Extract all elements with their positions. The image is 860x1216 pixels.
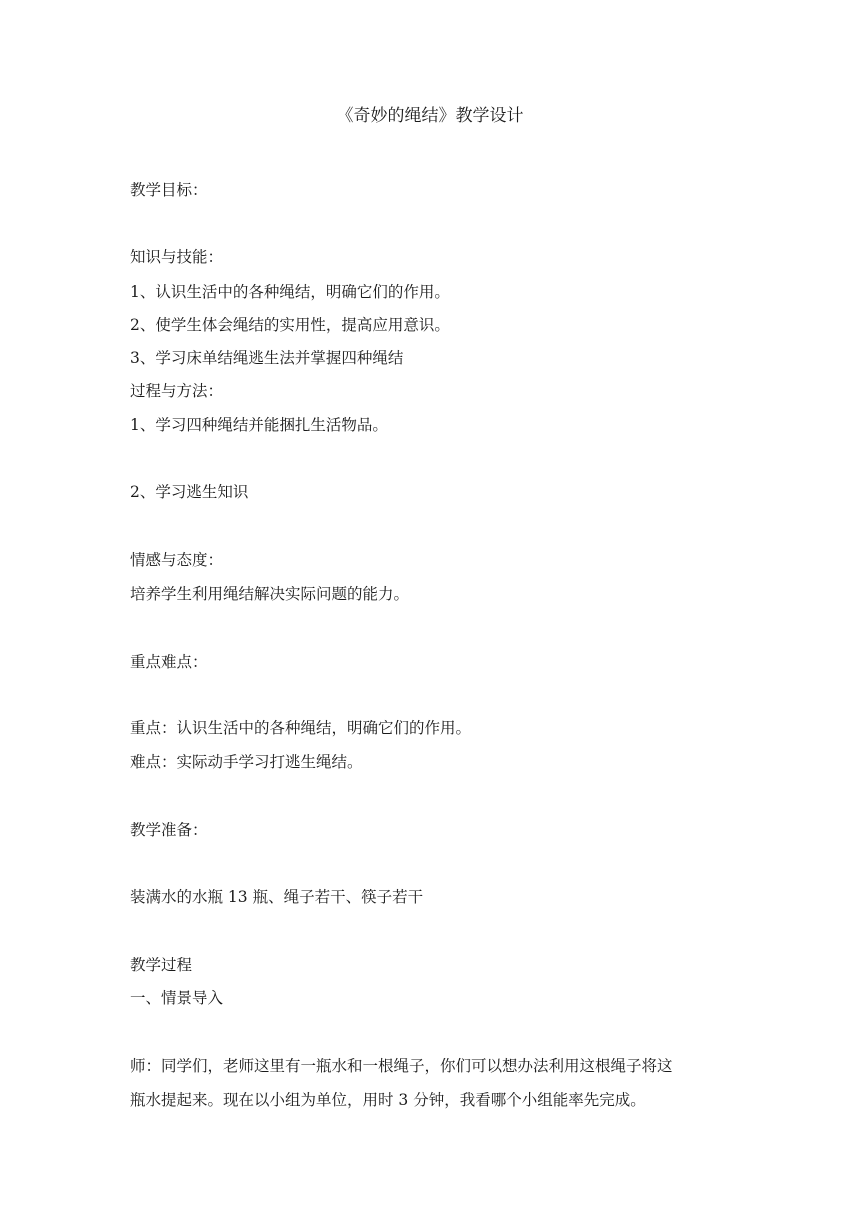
preparation-text: 装满水的水瓶 13 瓶、绳子若干、筷子若干 [130,888,424,906]
difficulty: 难点：实际动手学习打逃生绳结。 [130,753,363,771]
teacher-dialogue-line: 师：同学们，老师这里有一瓶水和一根绳子，你们可以想办法利用这根绳子将这 [130,1057,673,1075]
knowledge-item: 1、认识生活中的各种绳结，明确它们的作用。 [130,283,450,301]
preparation-heading: 教学准备： [130,821,208,839]
teacher-dialogue-line: 瓶水提起来。现在以小组为单位，用时 3 分钟，我看哪个小组能率先完成。 [130,1091,646,1109]
knowledge-item: 3、学习床单结绳逃生法并掌握四种绳结 [130,349,404,367]
procedure-heading: 教学过程 [130,956,193,974]
emotion-heading: 情感与态度： [130,551,224,569]
knowledge-item: 2、使学生体会绳结的实用性，提高应用意识。 [130,316,450,334]
section-one-heading: 一、情景导入 [130,989,224,1007]
process-item: 1、学习四种绳结并能捆扎生活物品。 [130,416,388,434]
document-title: 《奇妙的绳结》教学设计 [336,106,524,126]
process-heading: 过程与方法： [130,382,224,400]
emotion-text: 培养学生利用绳结解决实际问题的能力。 [130,585,410,603]
key-points-heading: 重点难点： [130,653,208,671]
objectives-heading: 教学目标： [130,181,208,199]
process-item: 2、学习逃生知识 [130,483,249,501]
knowledge-heading: 知识与技能： [130,248,224,266]
key-point: 重点：认识生活中的各种绳结，明确它们的作用。 [130,719,472,737]
